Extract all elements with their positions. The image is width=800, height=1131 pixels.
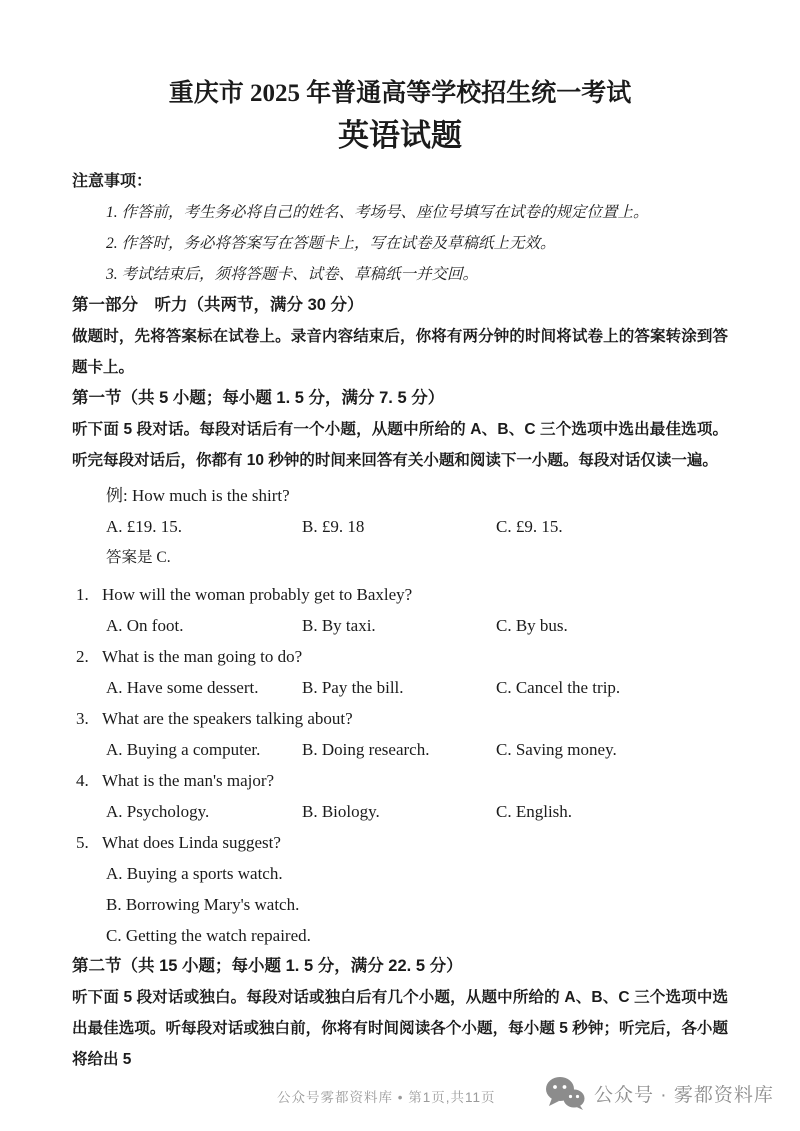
question-2-option-c: C. Cancel the trip. — [496, 678, 621, 697]
question-1-option-c: C. By bus. — [496, 616, 568, 635]
question-5-option-c: C. Getting the watch repaired. — [106, 926, 311, 945]
section2-heading: 第二节（共 15 小题；每小题 1. 5 分，满分 22. 5 分） — [72, 957, 463, 975]
question-2 — [72, 641, 728, 672]
part1-heading: 第一部分 听力（共两节，满分 30 分） — [72, 296, 364, 314]
question-3-options — [106, 734, 728, 765]
question-1-option-a: A. On foot. — [106, 616, 184, 635]
question-3-text: What are the speakers talking about? — [102, 709, 353, 728]
question-4-option-b: B. Biology. — [302, 802, 380, 821]
footer-wechat-label: 公众号 · 雾都资料库 — [594, 1084, 774, 1106]
question-1-options — [106, 610, 728, 641]
question-4-option-c: C. English. — [496, 802, 573, 821]
question-3-number: 3. — [76, 709, 89, 728]
question-3-option-b: B. Doing research. — [302, 740, 430, 759]
notice-item-3: 3. 考试结束后，须将答题卡、试卷、草稿纸一并交回。 — [106, 266, 479, 283]
question-5-option-b: B. Borrowing Mary's watch. — [106, 895, 300, 914]
question-2-options — [106, 672, 728, 703]
question-1-number: 1. — [76, 585, 89, 604]
question-3 — [72, 703, 728, 734]
example-options — [106, 511, 728, 542]
question-4-options — [106, 796, 728, 827]
section1-heading: 第一节（共 5 小题；每小题 1. 5 分，满分 7. 5 分） — [72, 389, 445, 407]
question-4-text: What is the man's major? — [102, 771, 275, 790]
exam-body — [72, 166, 728, 1075]
exam-title: 重庆市 2025 年普通高等学校招生统一考试 — [168, 80, 632, 107]
question-4 — [72, 765, 728, 796]
part1-intro: 做题时，先将答案标在试卷上。录音内容结束后，你将有两分钟的时间将试卷上的答案转涂到答题卡上。 — [72, 328, 728, 376]
question-2-number: 2. — [76, 647, 89, 666]
question-5-number: 5. — [76, 833, 89, 852]
question-2-text: What is the man going to do? — [102, 647, 303, 666]
question-3-option-a: A. Buying a computer. — [106, 740, 261, 759]
footer-wechat-badge — [545, 1076, 774, 1110]
example-option-c: C. £9. 15. — [496, 517, 563, 536]
footer-page-info: 公众号雾都资料库 • 第1页,共11页 — [277, 1090, 496, 1105]
example-option-a: A. £19. 15. — [106, 517, 183, 536]
notice-heading: 注意事项： — [72, 173, 153, 190]
example-answer: 答案是 C. — [106, 549, 171, 566]
question-4-number: 4. — [76, 771, 89, 790]
question-1-text: How will the woman probably get to Baxley? — [102, 585, 413, 604]
question-5-option-a: A. Buying a sports watch. — [106, 864, 283, 883]
section2-instructions: 听下面 5 段对话或独白。每段对话或独白后有几个小题，从题中所给的 A、B、C 三个选项中选出最佳选项。听每段对话或独白前，你将有时间阅读各个小题，每小题 5 秒钟；听完后，各小题将给出 5 — [72, 989, 728, 1068]
question-3-option-c: C. Saving money. — [496, 740, 617, 759]
question-5-text: What does Linda suggest? — [102, 833, 281, 852]
question-4-option-a: A. Psychology. — [106, 802, 210, 821]
notice-item-2: 2. 作答时，务必将答案写在答题卡上，写在试卷及草稿纸上无效。 — [106, 235, 556, 252]
example-question: 例: How much is the shirt? — [106, 486, 290, 505]
question-1 — [72, 579, 728, 610]
section1-instructions: 听下面 5 段对话。每段对话后有一个小题，从题中所给的 A、B、C 三个选项中选出最佳选项。听完每段对话后，你都有 10 秒钟的时间来回答有关小题和阅读下一小题。每段对话仅读一遍。 — [72, 421, 728, 469]
notice-item-1: 1. 作答前，考生务必将自己的姓名、考场号、座位号填写在试卷的规定位置上。 — [106, 204, 649, 221]
question-2-option-b: B. Pay the bill. — [302, 678, 404, 697]
example-option-b: B. £9. 18 — [302, 517, 365, 536]
exam-subject-title: 英语试题 — [338, 118, 462, 153]
question-1-option-b: B. By taxi. — [302, 616, 376, 635]
question-5 — [72, 827, 728, 858]
wechat-icon — [545, 1076, 585, 1110]
question-2-option-a: A. Have some dessert. — [106, 678, 259, 697]
